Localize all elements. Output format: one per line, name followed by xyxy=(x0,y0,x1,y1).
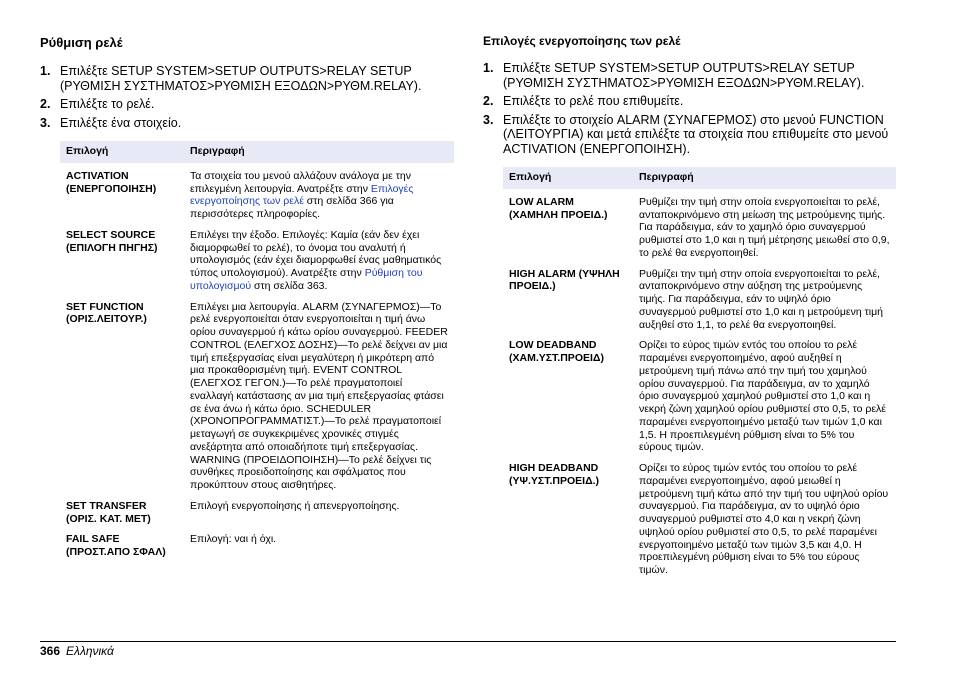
header-option: Επιλογή xyxy=(60,141,184,163)
header-description: Περιγραφή xyxy=(633,167,896,189)
header-option: Επιλογή xyxy=(503,167,633,189)
option-name: HIGH ALARM (ΥΨΗΛΗ ΠΡΟΕΙΔ.) xyxy=(509,267,620,293)
step-item xyxy=(483,61,897,90)
table-row xyxy=(60,526,454,560)
table-header-row xyxy=(503,167,896,189)
option-name: SELECT SOURCE (ΕΠΙΛΟΓΗ ΠΗΓΗΣ) xyxy=(66,228,158,254)
option-description: Επιλογή ενεργοποίησης ή απενεργοποίησης. xyxy=(190,499,400,512)
cross-reference-link[interactable]: Επιλογές ενεργοποίησης των ρελέ xyxy=(190,182,414,208)
step-item xyxy=(40,97,450,112)
table-row xyxy=(503,261,896,333)
step-item xyxy=(40,64,450,93)
option-name: SET FUNCTION (ΟΡΙΣ.ΛΕΙΤΟΥΡ.) xyxy=(66,300,147,326)
table-row xyxy=(503,189,896,261)
page-footer xyxy=(40,644,114,658)
table-row xyxy=(60,163,454,222)
step-number: 1. xyxy=(40,64,51,78)
option-name: SET TRANSFER (ΟΡΙΣ. ΚΑΤ. ΜΕΤ) xyxy=(66,499,151,525)
table-row xyxy=(503,455,896,578)
cross-reference-link[interactable]: Ρύθμιση του υπολογισμού xyxy=(190,267,423,292)
page-number: 366 xyxy=(40,644,61,658)
activation-options-table xyxy=(503,167,896,578)
step-number: 1. xyxy=(483,61,494,75)
table-row xyxy=(60,493,454,527)
step-number: 3. xyxy=(483,112,494,127)
step-text: Επιλέξτε το ρελέ. xyxy=(60,97,155,111)
footer-language: Ελληνικά xyxy=(66,644,114,658)
table-row xyxy=(60,222,454,294)
step-text: Επιλέξτε το ρελέ που επιθυμείτε. xyxy=(503,94,684,108)
step-number: 3. xyxy=(40,115,51,130)
option-name: LOW ALARM (ΧΑΜΗΛΗ ΠΡΟΕΙΔ.) xyxy=(509,195,608,221)
option-description: Επιλογή: ναι ή όχι. xyxy=(190,533,277,546)
option-name: ACTIVATION (ΕΝΕΡΓΟΠΟΙΗΣΗ) xyxy=(66,169,157,195)
table-header-row xyxy=(60,141,454,163)
option-description: Ορίζει το εύρος τιμών εντός του οποίου το ρελέ παραμένει ενεργοποιημένο, αφού αυξηθεί η μετρούμενη τιμή πάνω από την τιμή του χαμηλού ορίου συναγερμού. Για παράδειγμα, αν το χαμηλό όριο συναγερμού χαμηλού ρυθμιστεί στο 1,0 και η νεκρή ζώνη χαμηλού ορίου ρυθμιστεί στο 0,5, το ρελέ παραμένει ενεργοποιημένο μεταξύ των τιμών 1,0 και 1,5. Η προεπιλεγμένη ρύθμιση είναι το 5% του εύρους τιμών. xyxy=(639,339,886,454)
section-title-activation-options: Επιλογές ενεργοποίησης των ρελέ xyxy=(483,34,681,48)
option-description: Επιλέγει την έξοδο. Επιλογές: Καμία (εάν δεν έχει διαμορφωθεί το ρελέ), το όνομα του αναλυτή ή υπολογισμός (εάν έχει διαμορφωθεί ένας μαθηματικός τύπος υπολογισμού). Ανατρέξτε στην Ρύθμιση του υπολογισμού στη σελίδα 363. xyxy=(190,228,442,292)
option-name: FAIL SAFE (ΠΡΟΣΤ.ΑΠΟ ΣΦΑΛ) xyxy=(66,533,166,558)
step-text: Επιλέξτε το στοιχείο ALARM (ΣΥΝΑΓΕΡΜΟΣ) στο μενού FUNCTION (ΛΕΙΤΟΥΡΓΙΑ) και μετά επιλέξτε τα στοιχεία που επιθυμείτε στο μενού ACTIVATION (ΕΝΕΡΓΟΠΟΙΗΣΗ). xyxy=(503,112,889,156)
option-description: Ρυθμίζει την τιμή στην οποία ενεργοποιείται το ρελέ, ανταποκρινόμενο στη μείωση της μετρούμενης τιμής. Για παράδειγμα, εάν το χαμηλό όριο συναγερμού ρυθμιστεί στο 1,0 και η τιμή μέτρησης μειωθεί στο 0,9, το ρελέ θα ενεργοποιηθεί. xyxy=(639,195,890,259)
option-description: Τα στοιχεία του μενού αλλάζουν ανάλογα με την επιλεγμένη λειτουργία. Ανατρέξτε στην Επιλογές ενεργοποίησης των ρελέ στη σελίδα 366 για περισσότερες πληροφορίες. xyxy=(190,169,414,220)
step-item xyxy=(483,113,897,157)
step-item xyxy=(40,116,450,131)
section-title-relay-setup: Ρύθμιση ρελέ xyxy=(40,35,123,50)
table-row xyxy=(503,332,896,455)
step-text: Επιλέξτε ένα στοιχείο. xyxy=(60,115,182,130)
option-description: Επιλέγει μια λειτουργία. ALARM (ΣΥΝΑΓΕΡΜΟΣ)—Το ρελέ ενεργοποιείται όταν ενεργοποιείται η τιμή άνω ορίου συναγερμού ή κάτω ορίου συναγερμού. FEEDER CONTROL (ΕΛΕΓΧΟΣ ΔΟΣΗΣ)—Το ρελέ δείχνει αν μια τιμή επεξεργασίας είναι μεγαλύτερη ή μικρότερη από μια προκαθορισμένη τιμή. EVENT CONTROL (ΕΛΕΓΧΟΣ ΓΕΓΟΝ.)—Το ρελέ πραγματοποιεί εναλλαγή κατάστασης αν μια τιμή επεξεργασίας φτάσει σε ένα άνω ή κάτω όριο. SCHEDULER (ΧΡΟΝΟΠΡΟΓΡΑΜΜΑΤΙΣΤ.)—Το ρελέ πραγματοποιεί μεταγωγή σε συγκεκριμένες χρονικές στιγμές ανεξάρτητα από οποιαδήποτε τιμή επεξεργασίας. WARNING (ΠΡΟΕΙΔΟΠΟΙΗΣΗ)—Το ρελέ δείχνει τις συνθήκες προειδοποίησης και σφάλματος που προκύπτουν στους αισθητήρες. xyxy=(190,300,448,491)
option-name: HIGH DEADBAND (ΥΨ.ΥΣΤ.ΠΡΟΕΙΔ.) xyxy=(509,462,600,487)
step-number: 2. xyxy=(40,97,51,111)
step-number: 2. xyxy=(483,94,494,108)
left-steps-list xyxy=(40,64,450,134)
table-row xyxy=(60,294,454,493)
header-description: Περιγραφή xyxy=(184,141,454,163)
step-item xyxy=(483,94,897,109)
option-description: Ρυθμίζει την τιμή στην οποία ενεργοποιείται το ρελέ, ανταποκρινόμενο στην αύξηση της μετρούμενης τιμής. Για παράδειγμα, εάν το υψηλό όριο συναγερμού ρυθμιστεί στο 1,0 και η μετρούμενη τιμή αυξηθεί στο 1,1, το ρελέ θα ενεργοποιηθεί. xyxy=(639,267,883,331)
relay-options-table xyxy=(60,141,454,560)
footer-divider xyxy=(40,641,896,642)
option-description: Ορίζει το εύρος τιμών εντός του οποίου το ρελέ παραμένει ενεργοποιημένο, αφού μειωθεί η μετρούμενη τιμή κάτω από την τιμή του υψηλού ορίου συναγερμού. Για παράδειγμα, αν το υψηλό όριο συναγερμού ρυθμιστεί στο 4,0 και η νεκρή ζώνη υψηλού ορίου ρυθμιστεί στο 0,5, το ρελέ παραμένει ενεργοποιημένο μεταξύ των τιμών 3,5 και 4,0. Η προεπιλεγμένη ρύθμιση είναι το 5% του εύρους τιμών. xyxy=(639,462,889,576)
right-steps-list xyxy=(483,61,897,160)
step-text: Επιλέξτε SETUP SYSTEM>SETUP OUTPUTS>RELAY SETUP (ΡΥΘΜΙΣΗ ΣΥΣΤΗΜΑΤΟΣ>ΡΥΘΜΙΣΗ ΕΞΟΔΩΝ>ΡΥΘΜ.RELAY). xyxy=(60,64,422,93)
option-name: LOW DEADBAND (ΧΑΜ.ΥΣΤ.ΠΡΟΕΙΔ) xyxy=(509,339,604,364)
step-text: Επιλέξτε SETUP SYSTEM>SETUP OUTPUTS>RELAY SETUP (ΡΥΘΜΙΣΗ ΣΥΣΤΗΜΑΤΟΣ>ΡΥΘΜΙΣΗ ΕΞΟΔΩΝ>ΡΥΘΜ.RELAY). xyxy=(503,61,865,90)
